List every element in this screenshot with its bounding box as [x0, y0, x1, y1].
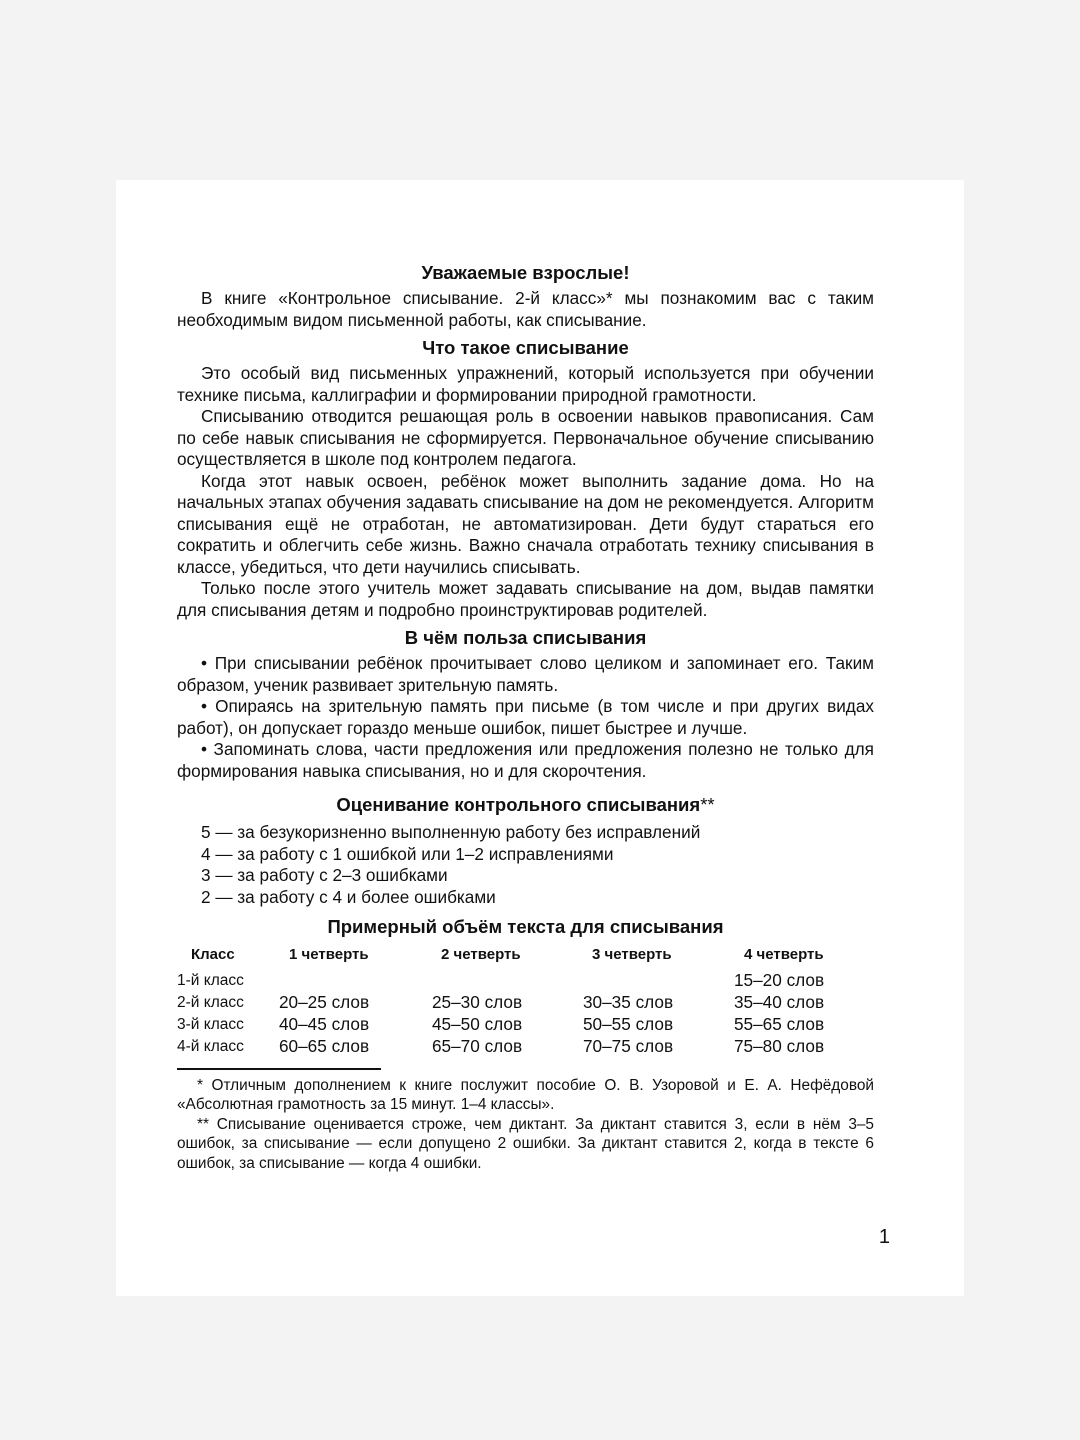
table-cell: 1-й класс [177, 971, 244, 989]
page-number: 1 [878, 1226, 890, 1248]
column-header: 2 четверть [441, 946, 521, 963]
column-header: 4 четверть [744, 946, 824, 963]
table-row [177, 1036, 847, 1058]
intro-paragraph: В книге «Контрольное списывание. 2-й класс»* мы познакомим вас с таким необходимым видом письменной работы, как списывание. [177, 288, 874, 330]
section-title-grading [177, 792, 874, 818]
table-cell: 55–65 слов [734, 1013, 825, 1034]
column-header: Класс [191, 946, 235, 963]
table-row [177, 1014, 847, 1036]
table-cell: 35–40 слов [734, 991, 825, 1012]
footnote-mark: ** [700, 794, 715, 815]
table-cell: 15–20 слов [734, 969, 825, 990]
table-cell: 25–30 слов [432, 991, 523, 1012]
table-cell: 3-й класс [177, 1015, 244, 1033]
paragraph: Только после этого учитель может задавать списывание на дом, выдав памятки для списывания детям и подробно проинструктировав родителей. [177, 578, 874, 620]
table-cell: 70–75 слов [583, 1035, 674, 1056]
volume-table [177, 942, 847, 1058]
column-header: 1 четверть [289, 946, 369, 963]
footnote-divider [177, 1068, 381, 1070]
table-cell: 30–35 слов [583, 991, 674, 1012]
table-cell: 2-й класс [177, 993, 244, 1011]
table-row [177, 970, 847, 992]
table-row [177, 992, 847, 1014]
table-cell: 40–45 слов [279, 1013, 370, 1034]
table-cell [432, 970, 583, 992]
table-cell [583, 970, 734, 992]
grade-item: 3 — за работу с 2–3 ошибками [201, 865, 448, 885]
book-page [116, 180, 964, 1296]
footnotes [177, 1076, 874, 1174]
section-title-what-is: Что такое списывание [422, 337, 629, 358]
table-cell: 4-й класс [177, 1037, 244, 1055]
table-header-row [177, 942, 847, 970]
section-title-volume: Примерный объём текста для списывания [327, 916, 724, 937]
grades-list [177, 822, 874, 908]
table-cell: 60–65 слов [279, 1035, 370, 1056]
section-title-grading-text: Оценивание контрольного списывания [336, 794, 701, 815]
table-cell: 20–25 слов [279, 991, 370, 1012]
paragraph: Списыванию отводится решающая роль в освоении навыков правописания. Сам по себе навык списывания не сформируется. Первоначальное обучение списыванию осуществляется в школе под контролем педагога. [177, 406, 874, 469]
bullet-item: • Опираясь на зрительную память при письме (в том числе и при других видах работ), он допускает гораздо меньше ошибок, пишет быстрее и лучше. [177, 696, 874, 738]
table-cell: 65–70 слов [432, 1035, 523, 1056]
paragraph: Когда этот навык освоен, ребёнок может выполнить задание дома. Но на начальных этапах обучения задавать списывание на дом не рекомендуется. Алгоритм списывания ещё не отработан, не автоматизирован. Дети будут стараться его сократить и облегчить себе жизнь. Важно сначала отработать технику списывания в классе, убедиться, что дети научились списывать. [177, 470, 874, 577]
column-header: 3 четверть [592, 946, 672, 963]
bullet-item: • При списывании ребёнок прочитывает слово целиком и запоминает его. Таким образом, ученик развивает зрительную память. [177, 653, 874, 695]
grade-item: 5 — за безукоризненно выполненную работу без исправлений [201, 822, 701, 842]
bullet-item: • Запоминать слова, части предложения или предложения полезно не только для формирования навыка списывания, но и для скорочтения. [177, 739, 874, 781]
section-title-benefits: В чём польза списывания [404, 627, 647, 648]
grade-item: 2 — за работу с 4 и более ошибками [201, 886, 496, 907]
footnote: ** Списывание оценивается строже, чем диктант. За диктант ставится 3, если в нём 3–5 ошибок, за списывание — если допущено 2 ошибки. За диктант ставится 2, когда в тексте 6 ошибок, за списывание — когда 4 ошибки. [177, 1115, 874, 1172]
grade-item: 4 — за работу с 1 ошибкой или 1–2 исправлениями [201, 843, 614, 864]
table-cell: 75–80 слов [734, 1035, 825, 1056]
paragraph: Это особый вид письменных упражнений, который используется при обучении технике письма, каллиграфии и формировании природной грамотности. [177, 363, 874, 405]
table-cell: 50–55 слов [583, 1013, 674, 1034]
page-content [177, 260, 874, 1173]
table-cell [279, 970, 432, 992]
page-title: Уважаемые взрослые! [421, 262, 630, 283]
table-cell: 45–50 слов [432, 1013, 523, 1034]
footnote: * Отличным дополнением к книге послужит пособие О. В. Узоровой и Е. А. Нефёдовой «Абсолютная грамотность за 15 минут. 1–4 классы». [177, 1076, 874, 1114]
